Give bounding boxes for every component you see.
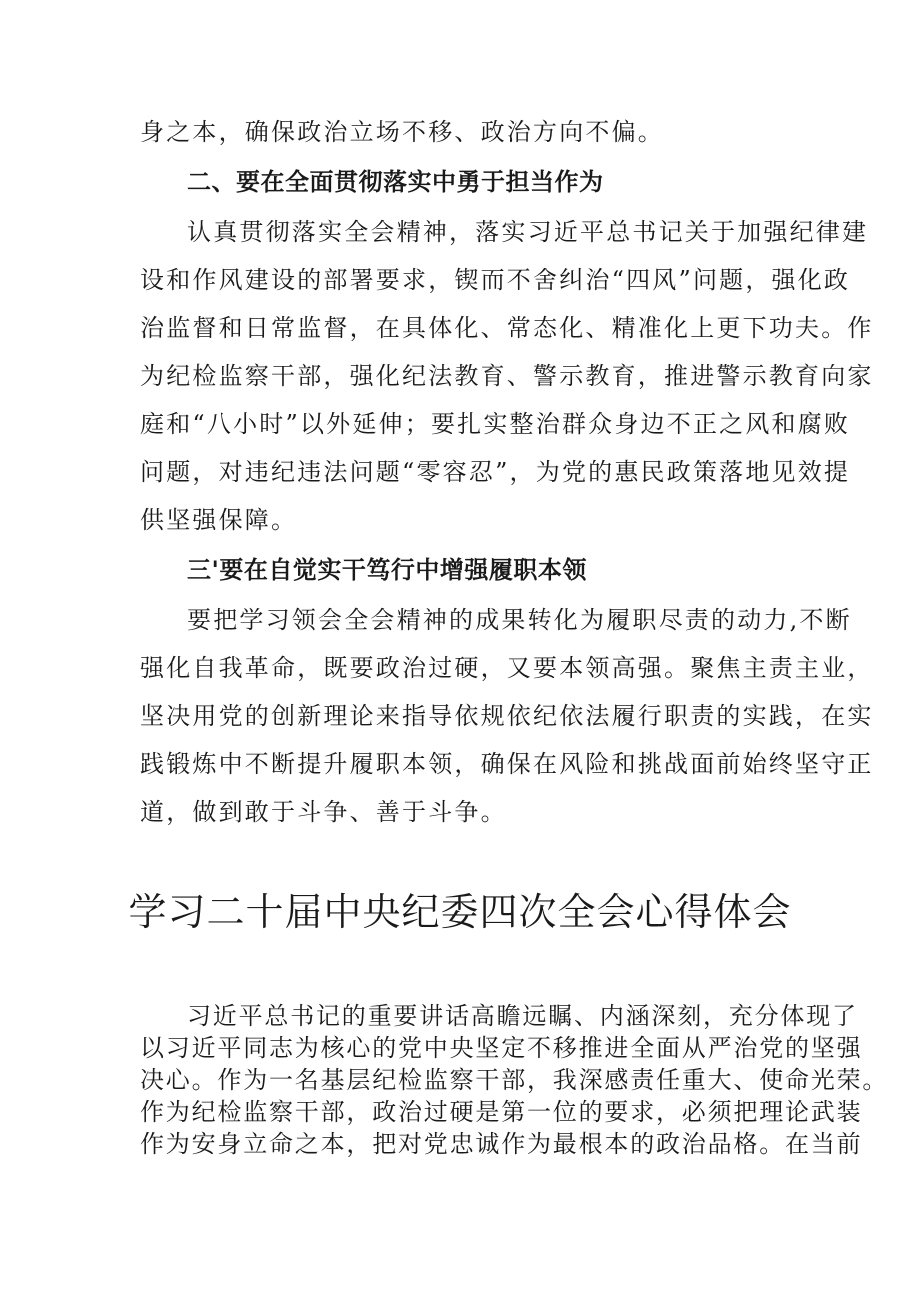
paragraph-line: 决心。作为一名基层纪检监察干部，我深感责任重大、使命光荣。 [140,1066,889,1094]
paragraph-line: 认真贯彻落实全会精神，落实习近平总书记关于加强纪律建 [187,218,869,246]
paragraph-line: 治监督和日常监督，在具体化、常态化、精准化上更下功夫。作 [140,314,874,342]
paragraph-line: 设和作风建设的部署要求，锲而不舍纠治“四风”问题，强化政 [140,266,851,294]
section-heading-2: 二、要在全面贯彻落实中勇于担当作为 [187,168,604,196]
paragraph-line: 要把学习领会全会精神的成果转化为履职尽责的动力,不断 [187,606,852,634]
paragraph-line: 身之本，确保政治立场不移、政治方向不偏。 [140,118,664,146]
paragraph-line: 习近平总书记的重要讲话高瞻远瞩、内涵深刻，充分体现了 [187,1002,858,1030]
paragraph-line: 坚决用党的创新理论来指导依规依纪依法履行职责的实践，在实 [140,702,874,730]
paragraph-line: 道，做到敢于斗争、善于斗争。 [140,798,507,826]
paragraph-line: 为纪检监察干部，强化纪法教育、警示教育，推进警示教育向家 [140,362,874,390]
paragraph-line: 践锻炼中不断提升履职本领，确保在风险和挑战面前始终坚守正 [140,750,874,778]
article-title: 学习二十届中央纪委四次全会心得体会 [128,890,792,934]
paragraph-line: 强化自我革命，既要政治过硬，又要本领高强。聚焦主责主业， [140,654,874,682]
paragraph-line: 作为纪检监察干部，政治过硬是第一位的要求，必须把理论武装 [140,1098,863,1126]
paragraph-line: 供坚强保障。 [140,506,298,534]
paragraph-line: 问题，对违纪违法问题“零容忍”，为党的惠民政策落地见效提 [140,458,851,486]
paragraph-line: 作为安身立命之本，把对党忠诚作为最根本的政治品格。在当前 [140,1130,863,1158]
section-heading-3: 三'要在自觉实干笃行中增强履职本领 [187,556,587,584]
paragraph-line: 庭和“八小时”以外延伸；要扎实整治群众身边不正之风和腐败 [140,410,851,438]
paragraph-line: 以习近平同志为核心的党中央坚定不移推进全面从严治党的坚强 [140,1034,863,1062]
